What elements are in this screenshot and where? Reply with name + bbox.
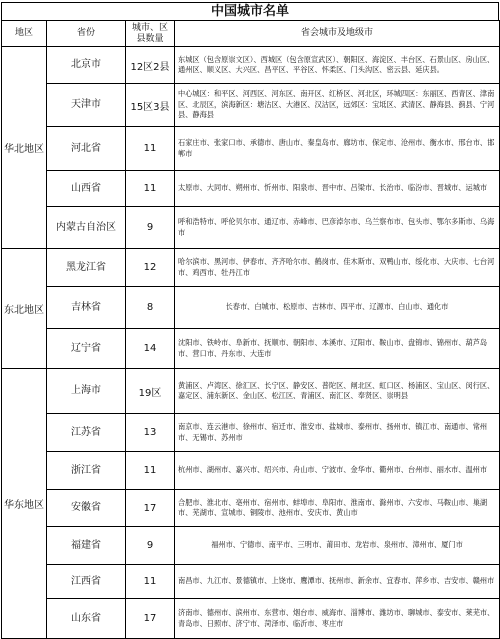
count-cell: 9	[126, 527, 175, 565]
count-cell: 17	[126, 490, 175, 527]
cities-cell: 呼和浩特市、呼伦贝尔市、通辽市、赤峰市、巴彦淖尔市、乌兰察布市、包头市、鄂尔多斯市、乌海市	[175, 207, 500, 249]
province-cell: 江苏省	[47, 414, 126, 452]
count-cell: 9	[126, 207, 175, 249]
province-cell: 天津市	[47, 84, 126, 127]
province-cell: 浙江省	[47, 452, 126, 490]
count-cell: 11	[126, 452, 175, 490]
count-cell: 15区3县	[126, 84, 175, 127]
province-cell: 安徽省	[47, 490, 126, 527]
cities-cell: 福州市、宁德市、南平市、三明市、莆田市、龙岩市、泉州市、漳州市、厦门市	[175, 527, 500, 565]
city-table	[1, 20, 500, 639]
province-cell: 内蒙古自治区	[47, 207, 126, 249]
cities-cell: 杭州市、湖州市、嘉兴市、绍兴市、舟山市、宁波市、金华市、衢州市、台州市、丽水市、温州市	[175, 452, 500, 490]
cities-cell: 济南市、德州市、滨州市、东营市、烟台市、威海市、淄博市、潍坊市、聊城市、泰安市、莱芜市、青岛市、日照市、济宁市、菏泽市、临沂市、枣庄市	[175, 599, 500, 639]
header-region: 地区	[2, 21, 47, 47]
cities-cell: 东城区（包含原崇文区）、西城区（包含原宣武区）、朝阳区、海淀区、丰台区、石景山区、房山区、通州区、顺义区、大兴区、昌平区、平谷区、怀柔区、门头沟区、密云县、延庆县。	[175, 47, 500, 84]
cities-cell: 南京市、连云港市、徐州市、宿迁市、淮安市、盐城市、泰州市、扬州市、镇江市、南通市、常州市、无锡市、苏州市	[175, 414, 500, 452]
cities-cell: 黄浦区、卢湾区、徐汇区、长宁区、静安区、普陀区、闸北区、虹口区、杨浦区、宝山区、闵行区、嘉定区、浦东新区、金山区、松江区、青浦区、南汇区、奉贤区、崇明县	[175, 369, 500, 414]
count-cell: 11	[126, 127, 175, 171]
region-cell: 东北地区	[2, 249, 47, 369]
count-cell: 12	[126, 249, 175, 287]
document-title: 中国城市名单	[1, 2, 499, 20]
cities-cell: 沈阳市、铁岭市、阜新市、抚顺市、朝阳市、本溪市、辽阳市、鞍山市、盘锦市、锦州市、葫芦岛市、营口市、丹东市、大连市	[175, 329, 500, 369]
province-cell: 吉林省	[47, 287, 126, 329]
province-cell: 北京市	[47, 47, 126, 84]
province-cell: 福建省	[47, 527, 126, 565]
province-cell: 山东省	[47, 599, 126, 639]
province-cell: 黑龙江省	[47, 249, 126, 287]
table-row	[2, 414, 500, 452]
cities-cell: 合肥市、淮北市、亳州市、宿州市、蚌埠市、阜阳市、淮南市、滁州市、六安市、马鞍山市、巢湖市、芜湖市、宣城市、铜陵市、池州市、安庆市、黄山市	[175, 490, 500, 527]
table-row	[2, 47, 500, 84]
table-row	[2, 599, 500, 639]
header-cities: 省会城市及地级市	[175, 21, 500, 47]
count-cell: 11	[126, 565, 175, 599]
cities-cell: 太原市、大同市、朔州市、忻州市、阳泉市、晋中市、吕梁市、长治市、临汾市、晋城市、运城市	[175, 171, 500, 207]
table-row	[2, 490, 500, 527]
table-row	[2, 527, 500, 565]
count-cell: 13	[126, 414, 175, 452]
cities-cell: 长春市、白城市、松原市、吉林市、四平市、辽源市、白山市、通化市	[175, 287, 500, 329]
cities-cell: 石家庄市、张家口市、承德市、唐山市、秦皇岛市、廊坊市、保定市、沧州市、衡水市、邢台市、邯郸市	[175, 127, 500, 171]
cities-cell: 中心城区：和平区、河西区、河东区、南开区、红桥区、河北区，环城四区：东丽区、西青区、津南区、北辰区，滨海新区：塘沽区、大港区、汉沽区，远郊区：宝坻区、武清区、静海县、蓟县、宁河县、静海县	[175, 84, 500, 127]
province-cell: 上海市	[47, 369, 126, 414]
province-cell: 河北省	[47, 127, 126, 171]
table-row	[2, 329, 500, 369]
province-cell: 山西省	[47, 171, 126, 207]
table-row	[2, 287, 500, 329]
province-cell: 江西省	[47, 565, 126, 599]
header-count: 城市、区县数量	[126, 21, 175, 47]
table-row	[2, 249, 500, 287]
count-cell: 17	[126, 599, 175, 639]
count-cell: 12区2县	[126, 47, 175, 84]
table-row	[2, 369, 500, 414]
province-cell: 辽宁省	[47, 329, 126, 369]
table-row	[2, 565, 500, 599]
table-header-row	[2, 21, 500, 47]
count-cell: 19区	[126, 369, 175, 414]
count-cell: 8	[126, 287, 175, 329]
table-row	[2, 207, 500, 249]
header-province: 省份	[47, 21, 126, 47]
cities-cell: 哈尔滨市、黑河市、伊春市、齐齐哈尔市、鹤岗市、佳木斯市、双鸭山市、绥化市、大庆市、七台河市、鸡西市、牡丹江市	[175, 249, 500, 287]
count-cell: 14	[126, 329, 175, 369]
count-cell: 11	[126, 171, 175, 207]
table-row	[2, 127, 500, 171]
table-row	[2, 171, 500, 207]
cities-cell: 南昌市、九江市、景德镇市、上饶市、鹰潭市、抚州市、新余市、宜春市、萍乡市、吉安市、赣州市	[175, 565, 500, 599]
table-row	[2, 452, 500, 490]
table-row	[2, 84, 500, 127]
region-cell: 华北地区	[2, 47, 47, 249]
region-cell: 华东地区	[2, 369, 47, 639]
